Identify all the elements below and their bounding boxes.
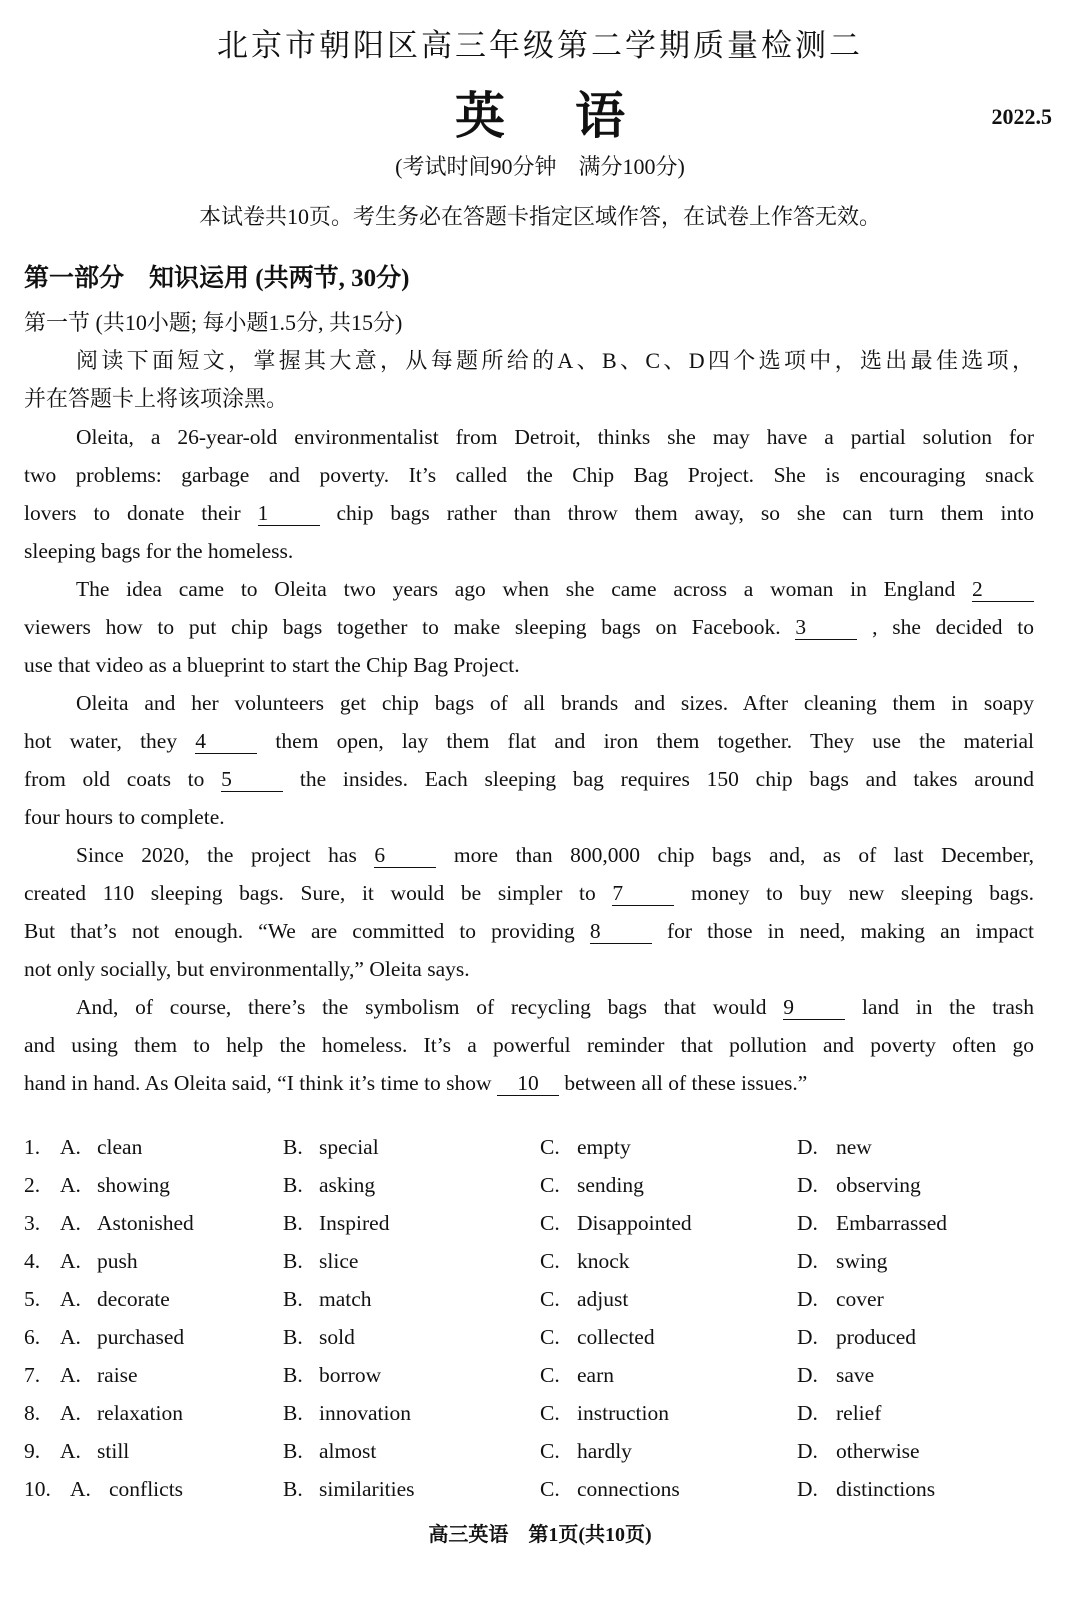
option-b[interactable]: match (319, 1287, 372, 1311)
option-c[interactable]: hardly (577, 1439, 632, 1463)
option-b[interactable]: sold (319, 1325, 355, 1349)
question-number: 9. (24, 1439, 41, 1463)
option-letter-c: C. (540, 1173, 560, 1197)
passage-line (24, 612, 1034, 650)
blank-3: 3 (795, 615, 857, 640)
passage-line (24, 422, 1034, 460)
option-letter-d: D. (797, 1477, 818, 1501)
option-letter-a: A. (60, 1211, 81, 1235)
option-b[interactable]: similarities (319, 1477, 415, 1501)
passage-line (24, 878, 1034, 916)
passage-text: more than 800,000 chip bags and, as of last December, (436, 843, 1034, 867)
passage-line (24, 840, 1034, 878)
option-letter-c: C. (540, 1135, 560, 1159)
option-letter-b: B. (283, 1439, 303, 1463)
passage-text: And, of course, there’s the symbolism of recycling bags that would (76, 995, 784, 1019)
passage-text: land in the trash (845, 995, 1034, 1019)
passage-line (24, 802, 1034, 840)
question-row (24, 1398, 1044, 1436)
option-d[interactable]: cover (836, 1287, 884, 1311)
option-a[interactable]: push (97, 1249, 138, 1273)
option-d[interactable]: relief (836, 1401, 882, 1425)
blank-7: 7 (612, 881, 674, 906)
question-row (24, 1170, 1044, 1208)
passage-text: sleeping bags for the homeless. (24, 539, 294, 563)
option-d[interactable]: distinctions (836, 1477, 936, 1501)
option-letter-d: D. (797, 1211, 818, 1235)
option-letter-b: B. (283, 1211, 303, 1235)
option-letter-b: B. (283, 1287, 303, 1311)
option-d[interactable]: save (836, 1363, 875, 1387)
option-letter-a: A. (60, 1249, 81, 1273)
question-number: 4. (24, 1249, 41, 1273)
option-b[interactable]: slice (319, 1249, 359, 1273)
passage-text: for those in need, making an impact (651, 919, 1034, 943)
option-a[interactable]: clean (97, 1135, 143, 1159)
option-c[interactable]: empty (577, 1135, 631, 1159)
option-d[interactable]: new (836, 1135, 872, 1159)
option-c[interactable]: earn (577, 1363, 614, 1387)
question-number: 7. (24, 1363, 41, 1387)
question-row (24, 1132, 1044, 1170)
option-letter-d: D. (797, 1401, 818, 1425)
option-d[interactable]: swing (836, 1249, 888, 1273)
option-d[interactable]: produced (836, 1325, 916, 1349)
option-b[interactable]: borrow (319, 1363, 382, 1387)
option-c[interactable]: sending (577, 1173, 644, 1197)
question-number: 1. (24, 1135, 41, 1159)
option-letter-d: D. (797, 1363, 818, 1387)
blank-9: 9 (783, 995, 845, 1020)
question-row (24, 1246, 1044, 1284)
option-b[interactable]: Inspired (319, 1211, 390, 1235)
option-a[interactable]: purchased (97, 1325, 185, 1349)
passage-text: But that’s not enough. “We are committed to providing (24, 919, 590, 943)
option-a[interactable]: still (97, 1439, 130, 1463)
section-heading: 第一节 (共10小题; 每小题1.5分, 共15分) (24, 310, 403, 335)
question-number: 5. (24, 1287, 41, 1311)
question-row (24, 1322, 1044, 1360)
question-row (24, 1436, 1044, 1474)
question-row (24, 1360, 1044, 1398)
option-letter-a: A. (70, 1477, 91, 1501)
option-letter-c: C. (540, 1211, 560, 1235)
option-letter-d: D. (797, 1287, 818, 1311)
passage-text: hand in hand. As Oleita said, “I think it’s time to show (24, 1071, 497, 1095)
option-letter-b: B. (283, 1135, 303, 1159)
passage-line (24, 688, 1034, 726)
passage-text: lovers to donate their (24, 501, 258, 525)
option-letter-a: A. (60, 1173, 81, 1197)
part-heading: 第一部分 知识运用 (共两节, 30分) (24, 265, 410, 292)
passage-line (24, 536, 1034, 574)
option-letter-c: C. (540, 1439, 560, 1463)
time-info: (考试时间90分钟 满分100分) (395, 154, 685, 179)
blank-1: 1 (258, 501, 320, 526)
option-c[interactable]: Disappointed (577, 1211, 692, 1235)
passage-line (24, 992, 1034, 1030)
passage-text: viewers how to put chip bags together to make sleeping bags on Facebook. (24, 615, 796, 639)
option-d[interactable]: Embarrassed (836, 1211, 948, 1235)
option-letter-b: B. (283, 1477, 303, 1501)
option-letter-a: A. (60, 1325, 81, 1349)
option-letter-a: A. (60, 1287, 81, 1311)
option-letter-c: C. (540, 1249, 560, 1273)
option-letter-b: B. (283, 1363, 303, 1387)
option-letter-a: A. (60, 1439, 81, 1463)
passage-text: between all of these issues.” (558, 1071, 808, 1095)
passage-line (24, 498, 1034, 536)
option-letter-d: D. (797, 1173, 818, 1197)
blank-4: 4 (195, 729, 257, 754)
passage-line (24, 460, 1034, 498)
option-letter-c: C. (540, 1477, 560, 1501)
passage-text: hot water, they (24, 729, 196, 753)
option-letter-a: A. (60, 1135, 81, 1159)
passage-line (24, 1030, 1034, 1068)
question-number: 6. (24, 1325, 41, 1349)
option-b[interactable]: almost (319, 1439, 377, 1463)
option-b[interactable]: innovation (319, 1401, 411, 1425)
exam-notice: 本试卷共10页。考生务必在答题卡指定区域作答，在试卷上作答无效。 (198, 204, 881, 229)
passage-line (24, 764, 1034, 802)
passage-line (24, 954, 1034, 992)
option-letter-d: D. (797, 1439, 818, 1463)
passage-text: Oleita, a 26-year-old environmentalist from Detroit, thinks she may have a partial solution for (76, 425, 1034, 449)
option-a[interactable]: showing (97, 1173, 170, 1197)
option-letter-a: A. (60, 1401, 81, 1425)
question-number: 2. (24, 1173, 41, 1197)
option-letter-d: D. (797, 1135, 818, 1159)
option-letter-d: D. (797, 1325, 818, 1349)
passage-text: four hours to complete. (24, 805, 225, 829)
option-letter-b: B. (283, 1325, 303, 1349)
cloze-passage (24, 422, 1034, 1106)
question-number: 10. (24, 1477, 51, 1501)
option-a[interactable]: conflicts (109, 1477, 184, 1501)
passage-text: use that video as a blueprint to start the Chip Bag Project. (24, 653, 520, 677)
option-c[interactable]: knock (577, 1249, 630, 1273)
option-d[interactable]: observing (836, 1173, 921, 1197)
passage-line (24, 916, 1034, 954)
instructions-line-1: 阅读下面短文，掌握其大意，从每题所给的A、B、C、D四个选项中，选出最佳选项， (76, 348, 1034, 373)
passage-text: The idea came to Oleita two years ago when she came across a woman in England (76, 577, 972, 601)
option-c[interactable]: collected (577, 1325, 655, 1349)
option-a[interactable]: relaxation (97, 1401, 183, 1425)
passage-text: from old coats to (24, 767, 222, 791)
option-a[interactable]: Astonished (97, 1211, 194, 1235)
question-row (24, 1208, 1044, 1246)
passage-text: two problems: garbage and poverty. It’s called the Chip Bag Project. She is encouraging snack (24, 463, 1034, 487)
option-a[interactable]: decorate (97, 1287, 170, 1311)
passage-text: not only socially, but environmentally,” Oleita says. (24, 957, 470, 981)
passage-text: them open, lay them flat and iron them together. They use the material (257, 729, 1034, 753)
question-number: 3. (24, 1211, 41, 1235)
passage-text: Since 2020, the project has (76, 843, 375, 867)
answer-options (24, 1132, 1044, 1512)
option-letter-b: B. (283, 1401, 303, 1425)
page-footer: 高三英语 第1页(共10页) (428, 1524, 652, 1546)
question-row (24, 1474, 1044, 1512)
passage-text: chip bags rather than throw them away, so she can turn them into (319, 501, 1034, 525)
option-letter-a: A. (60, 1363, 81, 1387)
instructions-line-2: 并在答题卡上将该项涂黑。 (24, 386, 289, 411)
option-letter-c: C. (540, 1325, 560, 1349)
exam-title: 北京市朝阳区高三年级第二学期质量检测二 (217, 28, 863, 63)
option-c[interactable]: adjust (577, 1287, 629, 1311)
passage-line (24, 650, 1034, 688)
option-letter-b: B. (283, 1173, 303, 1197)
exam-date: 2022.5 (991, 104, 1052, 129)
passage-text: money to buy new sleeping bags. (674, 881, 1034, 905)
option-c[interactable]: instruction (577, 1401, 669, 1425)
option-a[interactable]: raise (97, 1363, 138, 1387)
option-letter-d: D. (797, 1249, 818, 1273)
blank-10: 10 (497, 1071, 559, 1096)
passage-line (24, 726, 1034, 764)
option-b[interactable]: asking (319, 1173, 376, 1197)
subject-title: 英语 (455, 88, 695, 144)
passage-text: created 110 sleeping bags. Sure, it would be simpler to (24, 881, 613, 905)
blank-6: 6 (374, 843, 436, 868)
option-letter-c: C. (540, 1363, 560, 1387)
blank-8: 8 (590, 919, 652, 944)
blank-2: 2 (972, 577, 1034, 602)
option-c[interactable]: connections (577, 1477, 680, 1501)
option-letter-c: C. (540, 1287, 560, 1311)
option-d[interactable]: otherwise (836, 1439, 920, 1463)
passage-line (24, 574, 1034, 612)
blank-5: 5 (221, 767, 283, 792)
passage-line (24, 1068, 1034, 1106)
question-number: 8. (24, 1401, 41, 1425)
option-letter-c: C. (540, 1401, 560, 1425)
option-b[interactable]: special (319, 1135, 379, 1159)
passage-text: Oleita and her volunteers get chip bags of all brands and sizes. After cleaning them in soapy (76, 691, 1034, 715)
question-row (24, 1284, 1044, 1322)
passage-text: and using them to help the homeless. It’s a powerful reminder that pollution and poverty often go (24, 1033, 1034, 1057)
option-letter-b: B. (283, 1249, 303, 1273)
passage-text: the insides. Each sleeping bag requires 150 chip bags and takes around (283, 767, 1034, 791)
passage-text: , she decided to (857, 615, 1034, 639)
